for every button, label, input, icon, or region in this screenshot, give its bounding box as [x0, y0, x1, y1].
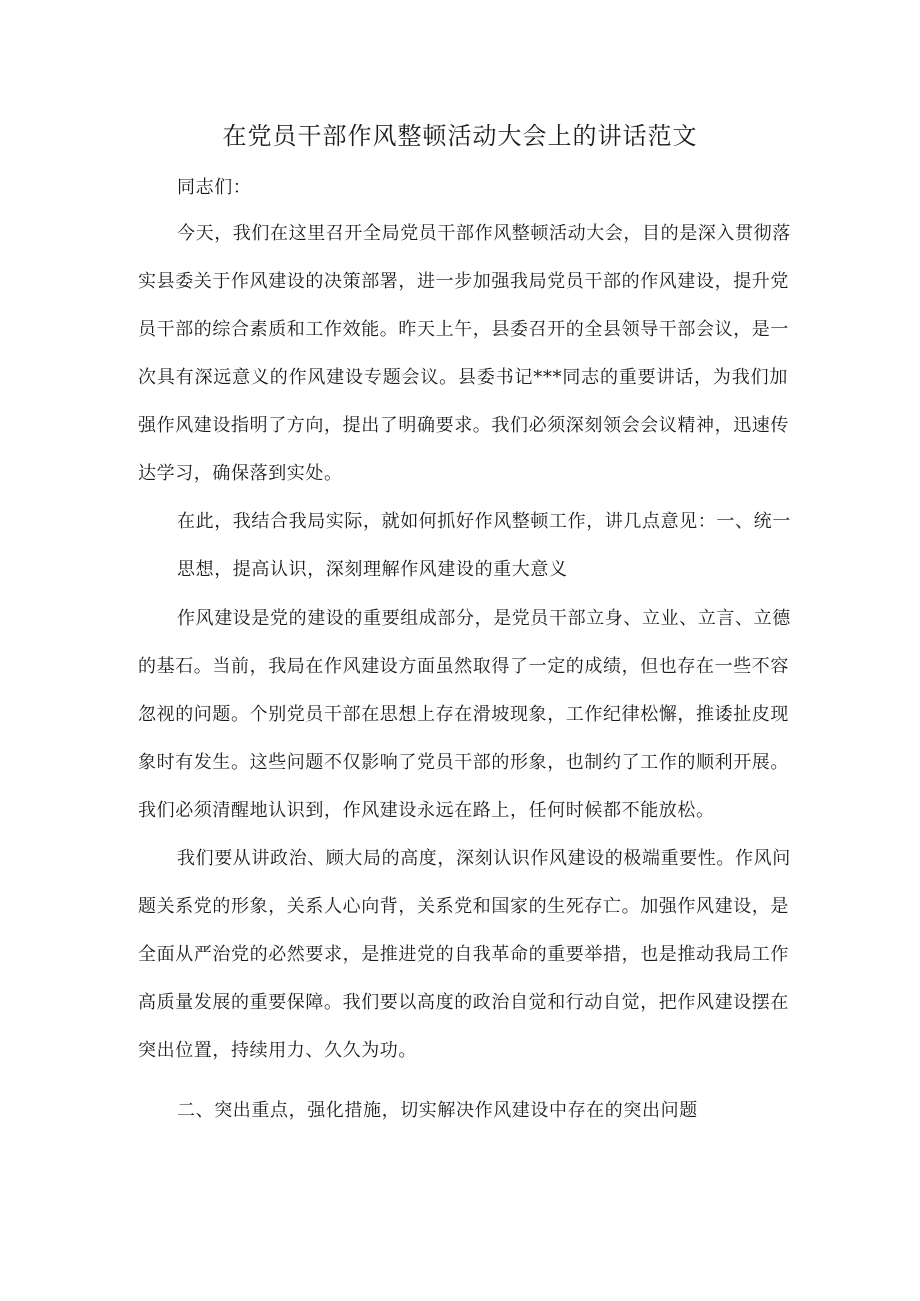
body-line-18: 突出位置，持续用力、久久为功。	[138, 1040, 417, 1061]
salutation: 同志们：	[177, 177, 252, 198]
body-line-7: 在此，我结合我局实际，就如何抓好作风整顿工作，讲几点意见：一、统一	[177, 511, 791, 532]
body-line-16: 全面从严治党的必然要求，是推进党的自我革命的重要举措，也是推动我局工作	[138, 944, 789, 965]
section-heading-1: 思想，提高认识，深刻理解作风建设的重大意义	[177, 559, 568, 580]
body-line-17: 高质量发展的重要保障。我们要以高度的政治自觉和行动自觉，把作风建设摆在	[138, 992, 789, 1013]
body-line-13: 我们必须清醒地认识到，作风建设永远在路上，任何时候都不能放松。	[138, 800, 715, 821]
document-title: 在党员干部作风整顿活动大会上的讲话范文	[222, 122, 698, 150]
body-line-4: 次具有深远意义的作风建设专题会议。县委书记***同志的重要讲话，为我们加	[138, 367, 788, 388]
body-line-6: 达学习，确保落到实处。	[138, 463, 343, 484]
body-line-12: 象时有发生。这些问题不仅影响了党员干部的形象，也制约了工作的顺利开展。	[138, 752, 789, 773]
body-line-15: 题关系党的形象，关系人心向背，关系党和国家的生死存亡。加强作风建设，是	[138, 896, 789, 917]
section-heading-2: 二、突出重点，强化措施，切实解决作风建设中存在的突出问题	[177, 1100, 698, 1121]
body-line-11: 忽视的问题。个别党员干部在思想上存在滑坡现象，工作纪律松懈，推诿扯皮现	[138, 704, 789, 725]
body-line-5: 强作风建设指明了方向，提出了明确要求。我们必须深刻领会会议精神，迅速传	[138, 415, 789, 436]
body-line-3: 员干部的综合素质和工作效能。昨天上午，县委召开的全县领导干部会议，是一	[138, 319, 789, 340]
body-line-9: 作风建设是党的建设的重要组成部分，是党员干部立身、立业、立言、立德	[177, 608, 791, 629]
body-line-1: 今天，我们在这里召开全局党员干部作风整顿活动大会，目的是深入贯彻落	[177, 223, 791, 244]
body-line-14: 我们要从讲政治、顾大局的高度，深刻认识作风建设的极端重要性。作风问	[177, 848, 791, 869]
body-line-10: 的基石。当前，我局在作风建设方面虽然取得了一定的成绩，但也存在一些不容	[138, 656, 789, 677]
body-line-2: 实县委关于作风建设的决策部署，进一步加强我局党员干部的作风建设，提升党	[138, 271, 789, 292]
